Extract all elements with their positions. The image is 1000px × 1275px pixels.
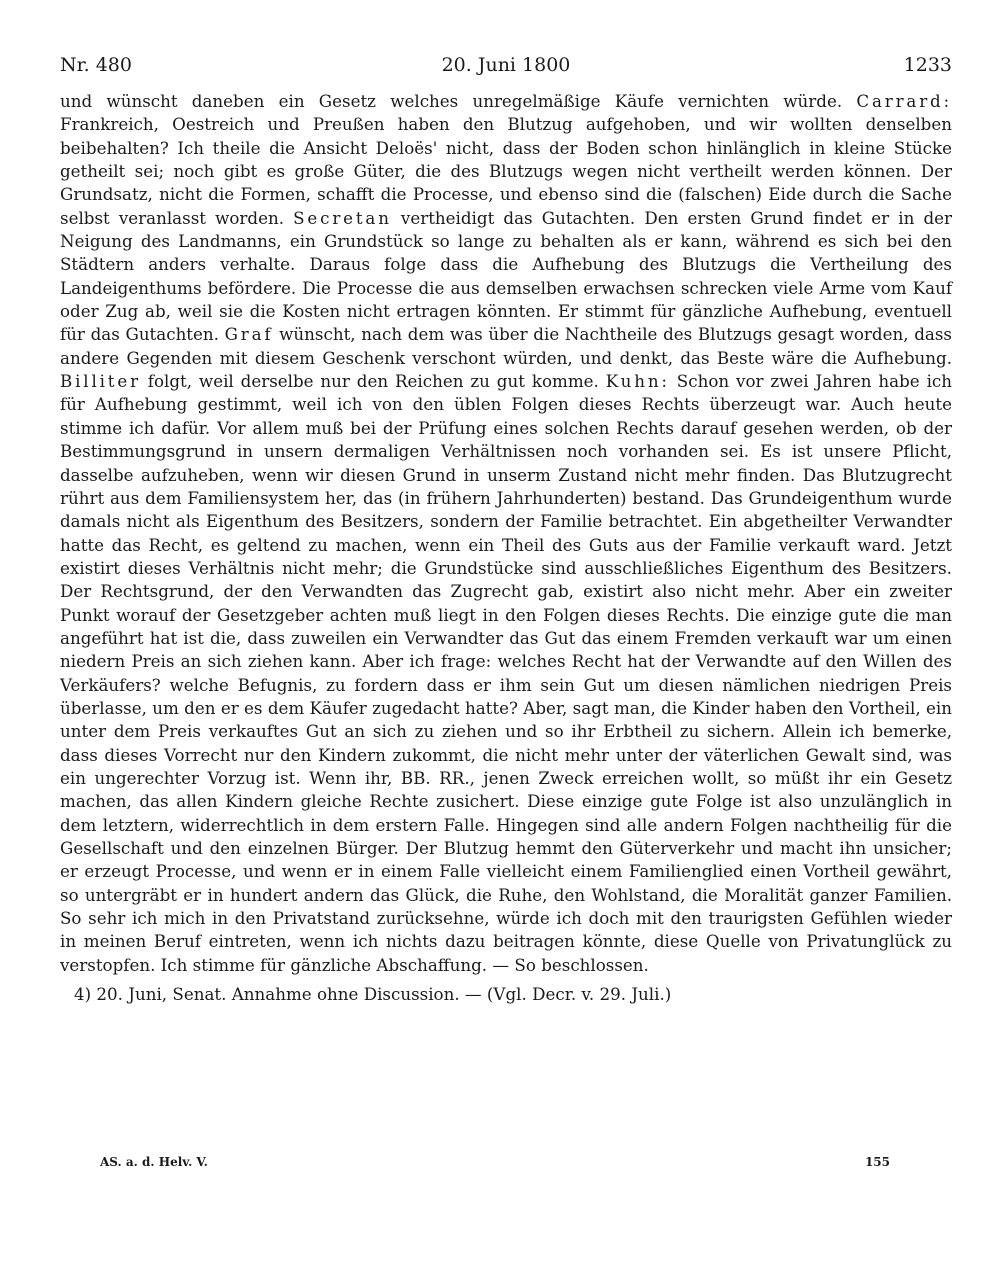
page-content — [60, 54, 952, 1006]
source-abbreviation: AS. a. d. Helv. V. — [100, 1155, 208, 1169]
running-header — [60, 54, 952, 90]
sheet-number: 155 — [864, 1155, 890, 1169]
speaker-carrard: Carrard: — [856, 91, 952, 111]
text-segment: Schon vor zwei Jahren habe ich für Aufhebung gestimmt, weil ich von den üblen Folgen dieses Rechts überzeugt war. Auch heute stimme ich dafür. Vor allem muß bei der Prüfung eines solchen Rechts darauf gesehen werden, ob der Bestimmungsgrund in unsern dermaligen Verhältnissen noch vorhanden sei. Es ist unsere Pflicht, dasselbe aufzuheben, wenn wir diesen Grund in unserm Zustand nicht mehr finden. Das Blutzugrecht rührt aus dem Familiensystem her, das (in frühern Jahrhunderten) bestand. Das Grundeigenthum wurde damals nicht als Eigenthum des Besitzers, sondern der Familie betrachtet. Ein abgetheilter Verwandter hatte das Recht, es geltend zu machen, wenn ein Theil des Guts aus der Familie verkauft ward. Jetzt existirt dieses Verhältnis nicht mehr; die Grundstücke sind ausschließliches Eigenthum des Besitzers. Der Rechtsgrund, der den Verwandten das Zugrecht gab, existirt also nicht mehr. Aber ein zweiter Punkt worauf der Gesetzgeber achten muß liegt in den Folgen dieses Rechts. Die einzige gute die man angeführt hat ist die, dass zuweilen ein Verwandter das Gut das einem Fremden verkauft war um einen niedern Preis an sich ziehen kann. Aber ich frage: welches Recht hat der Verwandte auf den Willen des Verkäufers? welche Befugnis, zu fordern dass er ihm sein Gut um diesen nämlichen niedrigen Preis überlasse, um den er es dem Käufer zugedacht hatte? Aber, sagt man, die Kinder haben den Vortheil, ein unter dem Preis verkauftes Gut an sich zu ziehen und so ihr Erbtheil zu sichern. Allein ich bemerke, dass dieses Vorrecht nur den Kindern zukommt, die nicht mehr unter der väterlichen Gewalt sind, was ein ungerechter Vorzug ist. Wenn ihr, BB. RR., jenen Zweck erreichen wollt, so müßt ihr ein Gesetz machen, das allen Kindern gleiche Rechte zusichert. Diese einzige gute Folge ist also unzulänglich in dem letztern, widerrechtlich in dem erstern Falle. Hingegen sind alle andern Folgen nachtheilig für die Gesellschaft und den einzelnen Bürger. Der Blutzug hemmt den Güterverkehr und macht ihn unsicher; er erzeugt Processe, und wenn er in einem Falle vielleicht einem Familienglied einen Vortheil gewährt, so untergräbt er in hundert andern das Glück, die Ruhe, den Wohlstand, die Moralität ganzer Familien. So sehr ich mich in den Privatstand zurücksehne, würde ich doch mit den traurigsten Gefühlen wieder in meinen Beruf eintreten, wenn ich nichts dazu beitragen könnte, diese Quelle von Privatunglück zu verstopfen. Ich stimme für gänzliche Abschaffung. — So beschlossen. — [60, 371, 953, 975]
document-number: Nr. 480 — [60, 54, 132, 76]
main-paragraph — [60, 90, 952, 977]
speaker-billiter: Billiter — [60, 371, 141, 392]
text-segment: vertheidigt das Gutachten. Den ersten Grund findet er in der Neigung des Landmanns, ein Grundstück so lange zu behalten als er kann, während es sich bei den Städtern anders verhalte. Daraus folge dass die Aufhebung des Blutzugs die Vertheilung des Landeigenthums befördere. Die Processe die aus demselben erwachsen schrecken viele Arme vom Kauf oder Zug ab, weil sie die Kosten nicht ertragen könnten. Er stimmt für gänzliche Aufhebung, eventuell für das Gutachten. — [60, 207, 952, 345]
text-segment: und wünscht daneben ein Gesetz welches unregelmäßige Käufe vernichten würde. — [60, 91, 857, 111]
text-segment: folgt, weil derselbe nur den Reichen zu gut komme. — [140, 371, 606, 392]
page-number: 1233 — [903, 54, 952, 76]
text-segment: Frankreich, Oestreich und Preußen haben den Blutzug aufgehoben, und wir wollten denselben beibehalten? Ich theile die Ansicht Deloës' nicht, dass der Boden schon hinlänglich in kleine Stücke getheilt sei; noch gibt es große Güter, die des Blutzugs wegen nicht vertheilt werden können. Der Grundsatz, nicht die Formen, schafft die Processe, und ebenso sind die (falschen) Eide durch die Sache selbst veranlasst worden. — [60, 114, 952, 228]
speaker-kuhn: Kuhn: — [605, 371, 670, 392]
speaker-graf: Graf — [224, 324, 274, 345]
speaker-secretan: Secretan — [293, 207, 392, 228]
text-segment: wünscht, nach dem was über die Nachtheile des Blutzugs gesagt worden, dass andere Gegenden mit diesem Geschenk verschont würden, und denkt, das Beste wäre die Aufhebung. — [60, 324, 952, 368]
senate-note: 4) 20. Juni, Senat. Annahme ohne Discussion. — (Vgl. Decr. v. 29. Juli.) — [74, 984, 672, 1005]
header-date: 20. Juni 1800 — [441, 54, 571, 76]
